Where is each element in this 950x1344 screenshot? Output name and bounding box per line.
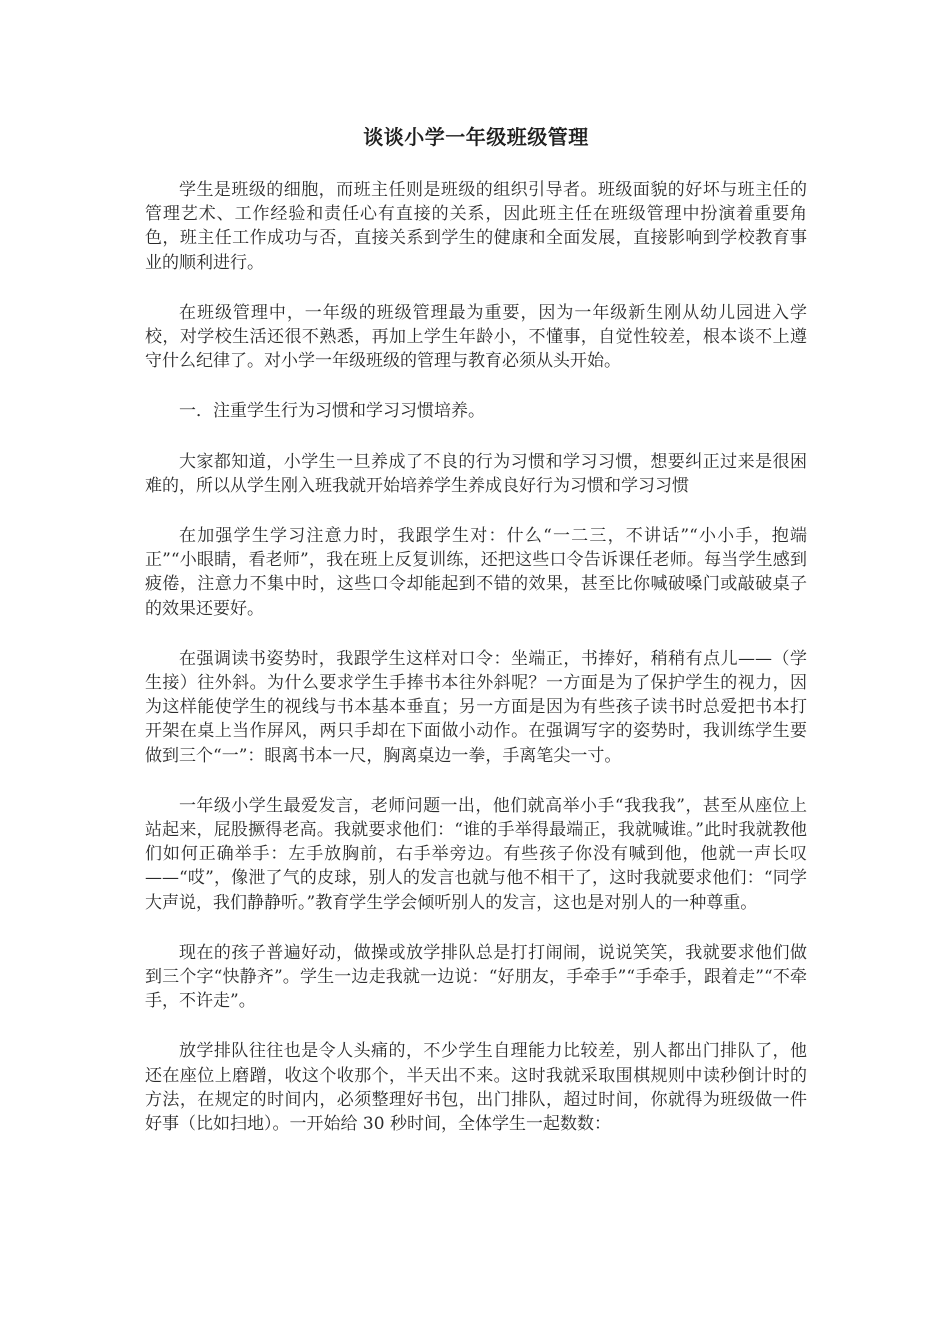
paragraph-habits-intro: 大家都知道，小学生一旦养成了不良的行为习惯和学习习惯，想要纠正过来是很困难的，所以从学生刚入班我就开始培养学生养成良好行为习惯和学习习惯: [145, 451, 807, 496]
paragraph-dismissal-countdown: 放学排队往往也是令人头痛的，不少学生自理能力比较差，别人都出门排队了，他还在座位上磨蹭，收这个收那个，半天出不来。这时我就采取围棋规则中读秒倒计时的方法，在规定的时间内，必须整理好书包，出门排队，超过时间，你就得为班级做一件好事（比如扫地）。一开始给 30 秒时间，全体学生一起数数：: [145, 1041, 807, 1135]
document-body: [145, 118, 807, 1136]
section-heading-habits: 一．注重学生行为习惯和学习习惯培养。: [179, 401, 485, 422]
paragraph-attention-commands: 在加强学生学习注意力时，我跟学生对：什么“一二三，不讲话”“小小手，抱端正”“小眼睛，看老师”，我在班上反复训练，还把这些口令告诉课任老师。每当学生感到疲倦，注意力不集中时，这些口令却能起到不错的效果，甚至比你喊破嗓门或敲破桌子的效果还要好。: [145, 526, 807, 619]
document-title: 谈谈小学一年级班级管理: [363, 125, 589, 149]
paragraph-raising-hands: 一年级小学生最爱发言，老师问题一出，他们就高举小手“我我我”，甚至从座位上站起来，屁股撅得老高。我就要求他们：“谁的手举得最端正，我就喊谁。”此时我就教他们如何正确举手：左手放胸前，右手举旁边。有些孩子你没有喊到他，他就一声长叹——“哎”，像泄了气的皮球，别人的发言也就与他不相干了，这时我就要求他们：“同学大声说，我们静静听。”教育学生学会倾听别人的发言，这也是对别人的一种尊重。: [145, 795, 807, 913]
paragraph-lining-up: 现在的孩子普遍好动，做操或放学排队总是打打闹闹，说说笑笑，我就要求他们做到三个字“快静齐”。学生一边走我就一边说：“好朋友，手牵手”“手牵手，跟着走”“不牵手，不许走”。: [145, 942, 807, 1012]
paragraph-grade-one-importance: 在班级管理中，一年级的班级管理最为重要，因为一年级新生刚从幼儿园进入学校，对学校生活还很不熟悉，再加上学生年龄小，不懂事，自觉性较差，根本谈不上遵守什么纪律了。对小学一年级班级的管理与教育必须从头开始。: [145, 302, 807, 372]
paragraph-intro: 学生是班级的细胞，而班主任则是班级的组织引导者。班级面貌的好坏与班主任的管理艺术、工作经验和责任心有直接的关系，因此班主任在班级管理中扮演着重要角色，班主任工作成功与否，直接关系到学生的健康和全面发展，直接影响到学校教育事业的顺利进行。: [145, 180, 807, 273]
paragraph-reading-posture: 在强调读书姿势时，我跟学生这样对口令：坐端正，书捧好，稍稍有点儿——（学生接）往外斜。为什么要求学生手捧书本往外斜呢？一方面是为了保护学生的视力，因为这样能使学生的视线与书本基本垂直；另一方面是因为有些孩子读书时总爱把书本打开架在桌上当作屏风，两只手却在下面做小动作。在强调写字的姿势时，我训练学生要做到三个“一”：眼离书本一尺，胸离桌边一拳，手离笔尖一寸。: [145, 648, 807, 766]
